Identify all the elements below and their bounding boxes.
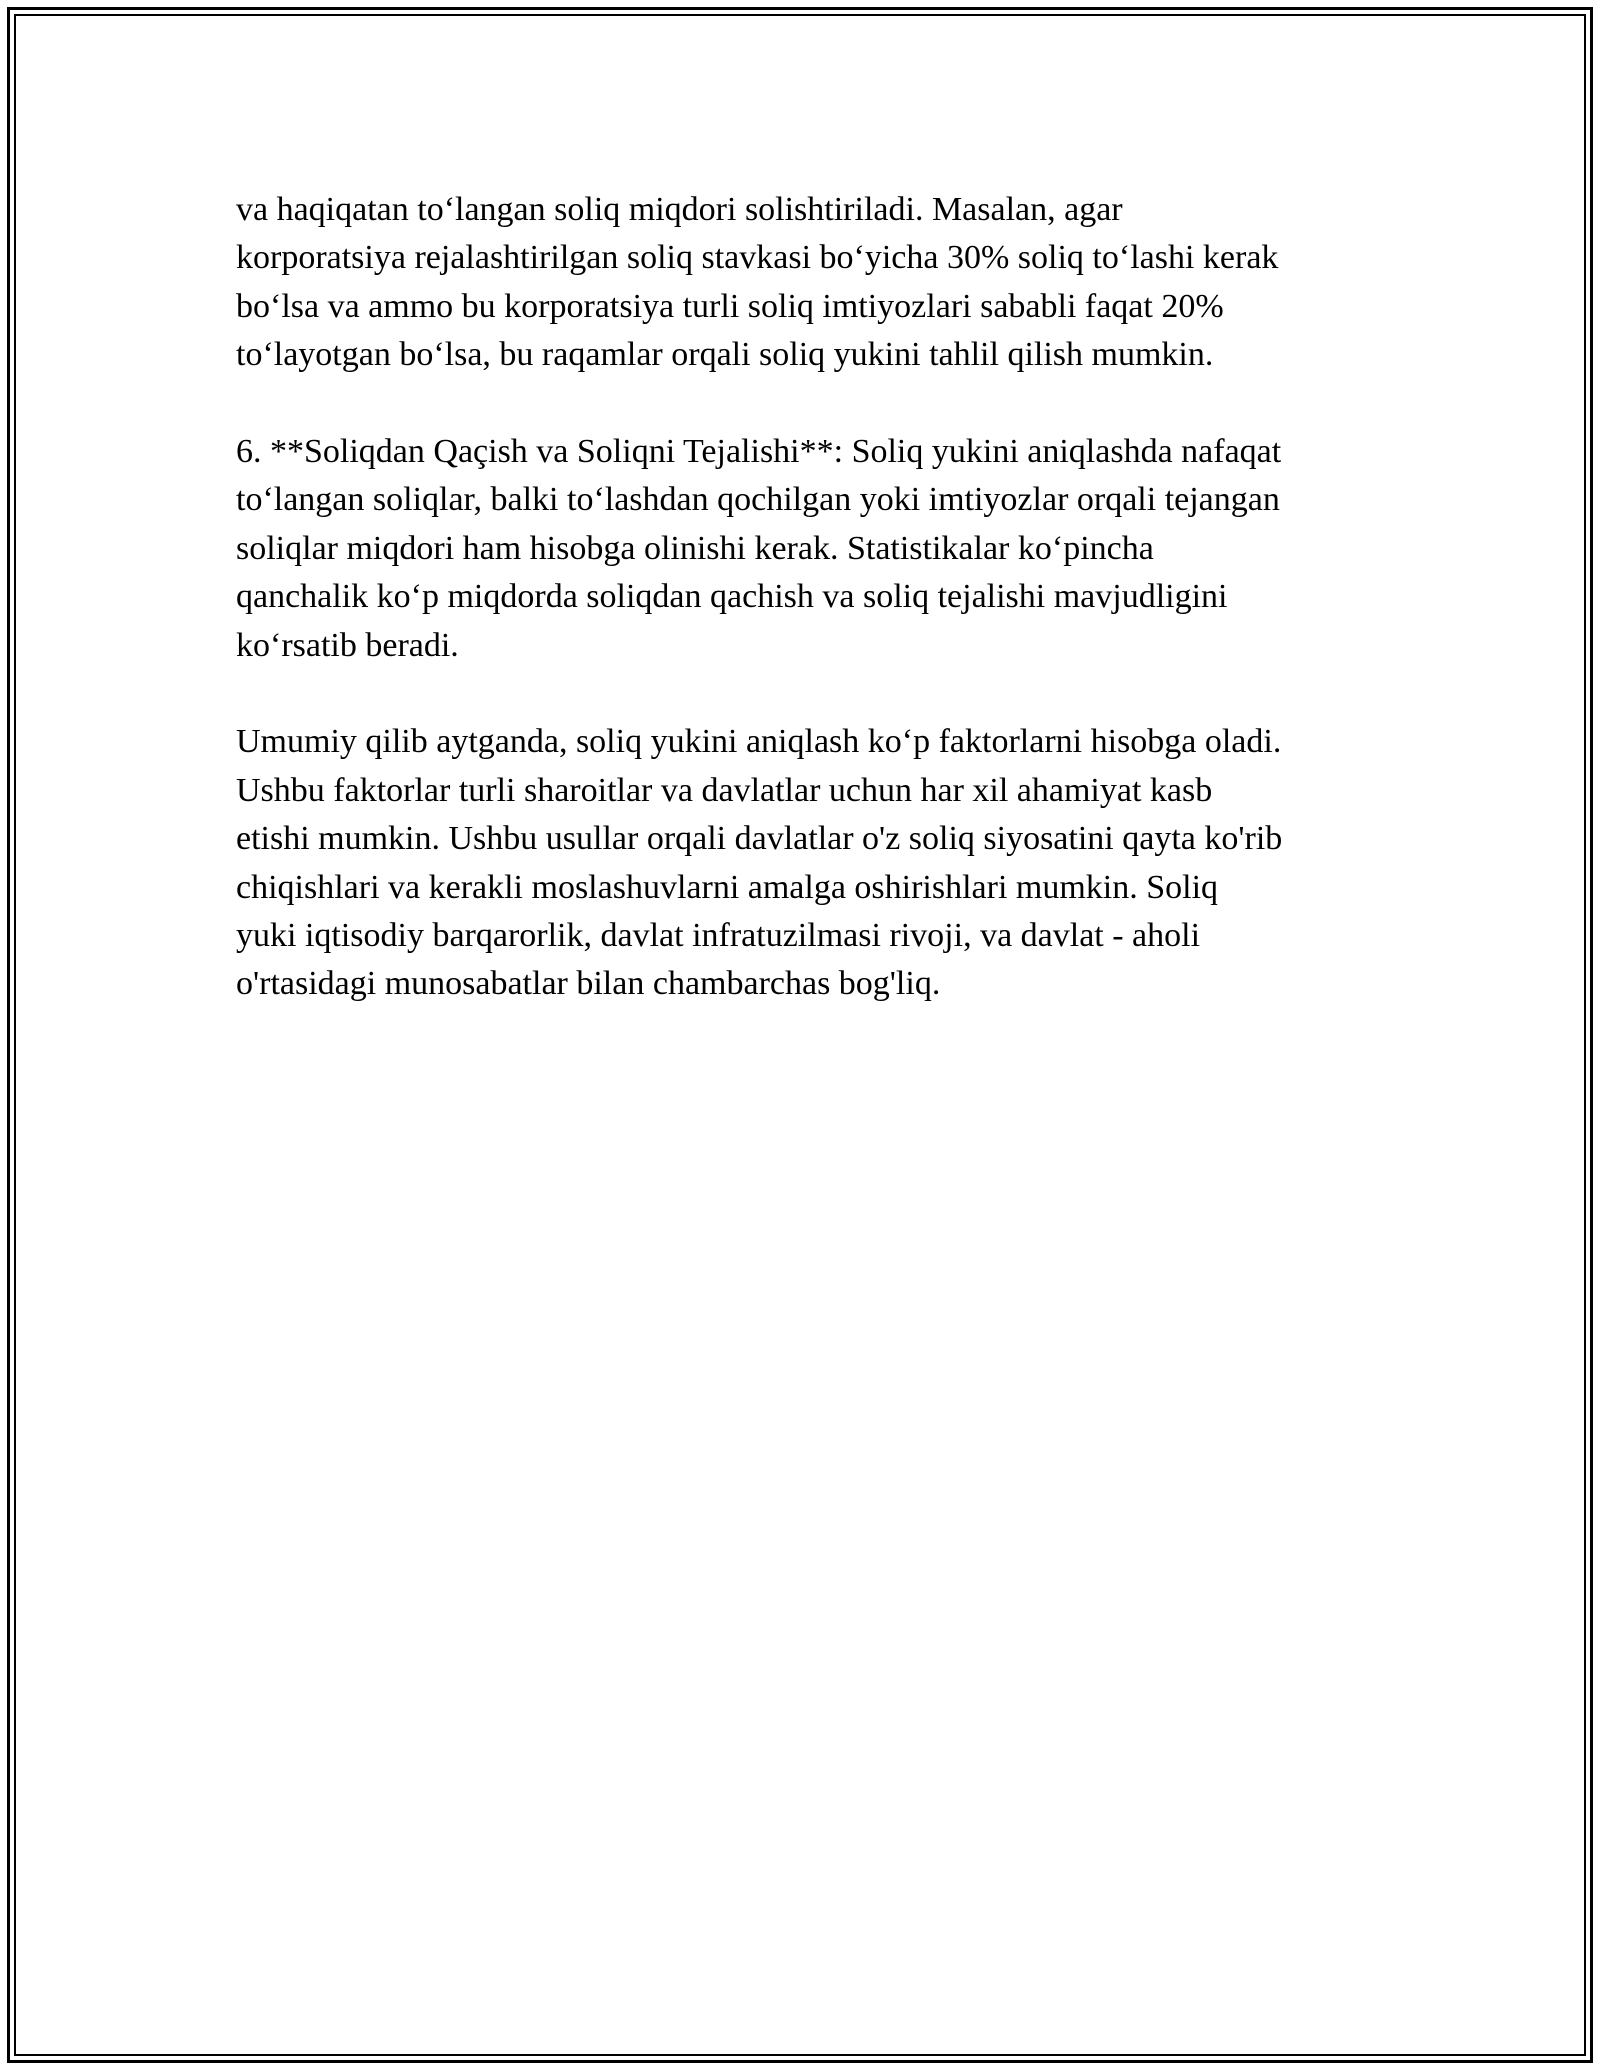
text-line: va haqiqatan to‘langan soliq miqdori solishtiriladi. Masalan, agar: [236, 191, 1123, 228]
text-line: Umumiy qilib aytganda, soliq yukini aniqlash ko‘p faktorlarni hisobga oladi.: [236, 723, 1282, 761]
text-line: bo‘lsa va ammo bu korporatsiya turli soliq imtiyozlari sababli faqat 20%: [236, 287, 1224, 325]
text-line: to‘langan soliqlar, balki to‘lashdan qochilgan yoki imtiyozlar orqali tejangan: [236, 481, 1280, 519]
text-line: yuki iqtisodiy barqarorlik, davlat infratuzilmasi rivoji, va davlat - aholi: [236, 917, 1201, 955]
text-line: soliqlar miqdori ham hisobga olinishi kerak. Statistikalar ko‘pincha: [236, 529, 1154, 567]
text-line: korporatsiya rejalashtirilgan soliq stavkasi bo‘yicha 30% soliq to‘lashi kerak: [236, 239, 1279, 277]
text-line: to‘layotgan bo‘lsa, bu raqamlar orqali soliq yukini tahlil qilish mumkin.: [236, 336, 1214, 374]
text-line: 6. **Soliqdan Qaçish va Soliqni Tejalishi**: Soliq yukini aniqlashda nafaqat: [236, 433, 1282, 471]
paragraph-conclusion: [236, 718, 1376, 1008]
text-line: etishi mumkin. Ushbu usullar orqali davlatlar o'z soliq siyosatini qayta ko'rib: [236, 820, 1283, 858]
text-line: ko‘rsatib beradi.: [236, 626, 459, 664]
paragraph-tax-evasion: [236, 428, 1376, 670]
text-line: chiqishlari va kerakli moslashuvlarni amalga oshirishlari mumkin. Soliq: [236, 868, 1219, 906]
text-line: o'rtasidagi munosabatlar bilan chambarchas bog'liq.: [236, 965, 941, 1003]
text-line: qanchalik ko‘p miqdorda soliqdan qachish va soliq tejalishi mavjudligini: [236, 578, 1228, 616]
document-body: [236, 186, 1376, 1057]
text-line: Ushbu faktorlar turli sharoitlar va davlatlar uchun har xil ahamiyat kasb: [236, 771, 1213, 809]
paragraph-tax-comparison: [236, 186, 1376, 380]
